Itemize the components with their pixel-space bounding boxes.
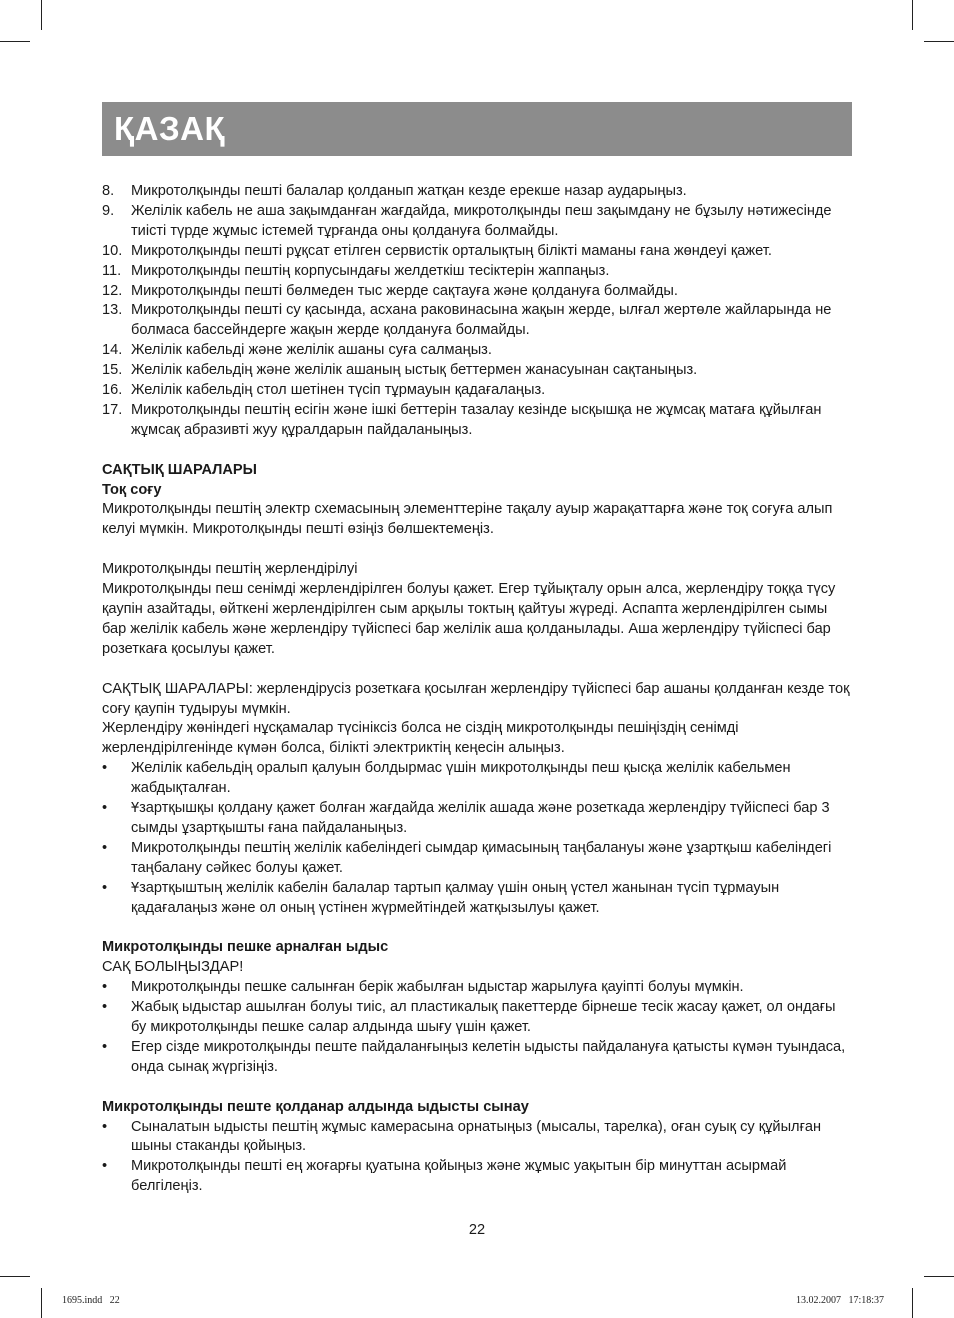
bullet-icon: • [102, 1158, 108, 1175]
section-header-bar [102, 102, 852, 156]
list-number: 14. [102, 342, 123, 359]
bullet-item [102, 998, 854, 1038]
list-number: 17. [102, 401, 123, 418]
list-number: 16. [102, 382, 123, 399]
crop-mark [912, 1288, 913, 1318]
list-item [102, 262, 854, 282]
list-text: Микротолқынды пештің корпусындағы желдеткіш тесіктерін жаппаңыз. [131, 262, 610, 279]
page-number: 22 [468, 1222, 486, 1238]
bullet-icon: • [102, 1038, 108, 1055]
list-text: Желілік кабель не аша зақымданған жағдайда, микротолқынды пеш зақымдану не бұзылу нәтижесінде тиісті түрде жұмыс істемей тұрғанда оны қолдануға болмайды. [131, 202, 832, 239]
list-text: Микротолқынды пешті балалар қолданып жатқан кезде ерекше назар аударыңыз. [131, 183, 687, 199]
grounding-title: Микротолқынды пештің жерлендірілуі [102, 561, 358, 578]
warning-paragraph [102, 680, 854, 720]
bullet-item [102, 879, 854, 919]
cookware-caution: САҚ БОЛЫҢЫЗДАР! [102, 959, 244, 976]
list-text: Желілік кабельді және желілік ашаны суға салмаңыз. [131, 342, 492, 359]
list-item [102, 341, 854, 361]
instructions-paragraph: Жерлендіру жөніндегі нұсқамалар түсініксіз болса не сіздің микротолқынды пешіңіздің сенімді жерлендірілгенінде күмән болса, білікті электриктің кеңесін алыңыз. [102, 720, 739, 757]
list-item [102, 242, 854, 262]
bullet-icon: • [102, 999, 108, 1016]
list-text: Желілік кабельдің стол шетінен түсіп тұрмауын қадағалаңыз. [131, 382, 546, 399]
bullet-icon: • [102, 760, 108, 777]
crop-mark [0, 41, 30, 42]
bullet-item [102, 1038, 854, 1078]
spacer [102, 918, 854, 938]
bullet-item [102, 759, 854, 799]
bullet-icon: • [102, 1118, 108, 1135]
bullet-icon: • [102, 839, 108, 856]
bullet-item [102, 799, 854, 839]
bullet-text: Желілік кабельдің оралып қалуын болдырмас үшін микротолқынды пеш қысқа желілік кабельмен жабдықталған. [131, 760, 791, 797]
safety-subheading: Тоқ соғу [102, 481, 162, 498]
bullet-icon: • [102, 800, 108, 817]
testing-heading: Микротолқынды пеште қолданар алдында ыдысты сынау [102, 1098, 529, 1115]
list-number: 12. [102, 282, 123, 299]
spacer [102, 441, 854, 461]
list-number: 8. [102, 183, 115, 199]
list-item [102, 182, 854, 202]
list-text: Микротолқынды пешті бөлмеден тыс жерде сақтауға және қолдануға болмайды. [131, 282, 678, 299]
bullet-text: Ұзартқышқы қолдану қажет болған жағдайда желілік ашада және розеткада жерлендіру түйіспесі бар 3 сымды ұзартқышты ғана пайдаланыңыз. [131, 800, 830, 836]
list-item [102, 381, 854, 401]
list-text: Микротолқынды пешті рұқсат етілген сервистік орталықтың білікті маманы ғана жөндеуі қажет. [131, 242, 772, 259]
testing-bullets [102, 1118, 854, 1198]
grounding-paragraph: Микротолқынды пеш сенімді жерлендірілген болуы қажет. Егер тұйықталу орын алса, жерлендіру тоққа түсу қаупін азайтады, өйткені жерлендірілген сым арқылы токтың қайтуы жүреді. Аспапта жерлендірілген сымы бар желілік кабель және жерлендіру түйіспесі бар желілік аша қолданылады. Аша жерлендіру түйіспесі бар розеткаға қосылуы қажет. [102, 581, 836, 657]
bullet-text: Микротолқынды пешке салынған берік жабылған ыдыстар жарылуға қауіпті болуы мүмкін. [131, 979, 744, 996]
bullet-item [102, 839, 854, 879]
cookware-bullets [102, 978, 854, 1078]
crop-mark [912, 0, 913, 30]
crop-mark [0, 1276, 30, 1277]
list-number: 11. [102, 262, 122, 279]
page-content [102, 182, 854, 1197]
cookware-heading: Микротолқынды пешке арналған ыдыс [102, 939, 389, 956]
list-text: Желілік кабельдің және желілік ашаның ыстық беттермен жанасуынан сақтаныңыз. [131, 362, 698, 379]
spacer [102, 660, 854, 680]
bullet-text: Сыналатын ыдысты пештің жұмыс камерасына орнатыңыз (мысалы, тарелка), оған суық су құйылған шыны стаканды қойыңыз. [131, 1118, 822, 1155]
crop-mark [924, 1276, 954, 1277]
footer-timestamp: 13.02.2007 17:18:37 [795, 1295, 884, 1306]
list-number: 9. [102, 202, 115, 219]
list-text: Микротолқынды пештің есігін және ішкі беттерін тазалау кезінде ысқышқа не жұмсақ матаға құйылған жұмсақ абразивті жуу құралдарын пайдаланыңыз. [131, 401, 822, 438]
bullet-text: Жабық ыдыстар ашылған болуы тиіс, ал пластикалық пакеттерде бірнеше тесік жасау қажет, ол ондағы бу микротолқынды пешке салар алдында шығу үшін қажет. [131, 999, 836, 1035]
list-item [102, 301, 854, 341]
list-text: Микротолқынды пешті су қасында, асхана раковинасына жақын жерде, ылғал жертөле жайларында не болмаса бассейндерге жақын жерде қолдануға болмайды. [131, 302, 832, 339]
safety-paragraph: Микротолқынды пештің электр схемасының элементтеріне тақалу ауыр жарақаттарға және тоқ соғуға алып келуі мүмкін. Микротолқынды пешті өзіңіз бөлшектемеңіз. [102, 501, 833, 538]
crop-mark [924, 41, 954, 42]
list-item [102, 361, 854, 381]
bullet-text: Микротолқынды пешті ең жоғарғы қуатына қойыңыз және жұмыс уақытын бір минуттан асырмай белгілеңіз. [131, 1158, 787, 1195]
section-title: ҚАЗАҚ [114, 110, 226, 147]
spacer [102, 1078, 854, 1098]
crop-mark [41, 1288, 42, 1318]
warning-text: : жерлендірусіз розеткаға қосылған жерлендіру түйіспесі бар ашаны қолданған кезде тоқ соғу қаупін тудыруы мүмкін. [102, 680, 850, 717]
footer-file-info: 1695.indd 22 [62, 1295, 120, 1306]
list-number: 10. [102, 242, 123, 259]
bullet-icon: • [102, 879, 108, 896]
bullet-item [102, 1118, 854, 1158]
list-item [102, 401, 854, 441]
safety-heading: САҚТЫҚ ШАРАЛАРЫ [102, 461, 257, 478]
list-number: 15. [102, 362, 123, 379]
crop-mark [41, 0, 42, 30]
list-item [102, 202, 854, 242]
bullet-text: Егер сізде микротолқынды пеште пайдаланғыңыз келетін ыдысты пайдалануға қатысты күмән туындаса, онда сынақ жүргізіңіз. [131, 1038, 846, 1075]
bullet-item [102, 978, 854, 998]
bullet-text: Микротолқынды пештің желілік кабеліндегі сымдар қимасының таңбалануы және ұзартқыш кабеліндегі таңбалану сәйкес болуы қажет. [131, 839, 832, 876]
bullet-text: Ұзартқыштың желілік кабелін балалар тартып қалмау үшін оның үстел жанынан түсіп тұрмауын қадағалаңыз және ол оның үстінен жүрмейтіндей жатқызылуы қажет. [131, 879, 780, 916]
spacer [102, 540, 854, 560]
safety-bullets [102, 759, 854, 918]
bullet-icon: • [102, 979, 108, 996]
list-item [102, 282, 854, 302]
numbered-list [102, 182, 854, 441]
warning-prefix: САҚТЫҚ ШАРАЛАРЫ [102, 680, 249, 697]
list-number: 13. [102, 302, 123, 319]
bullet-item [102, 1157, 854, 1197]
